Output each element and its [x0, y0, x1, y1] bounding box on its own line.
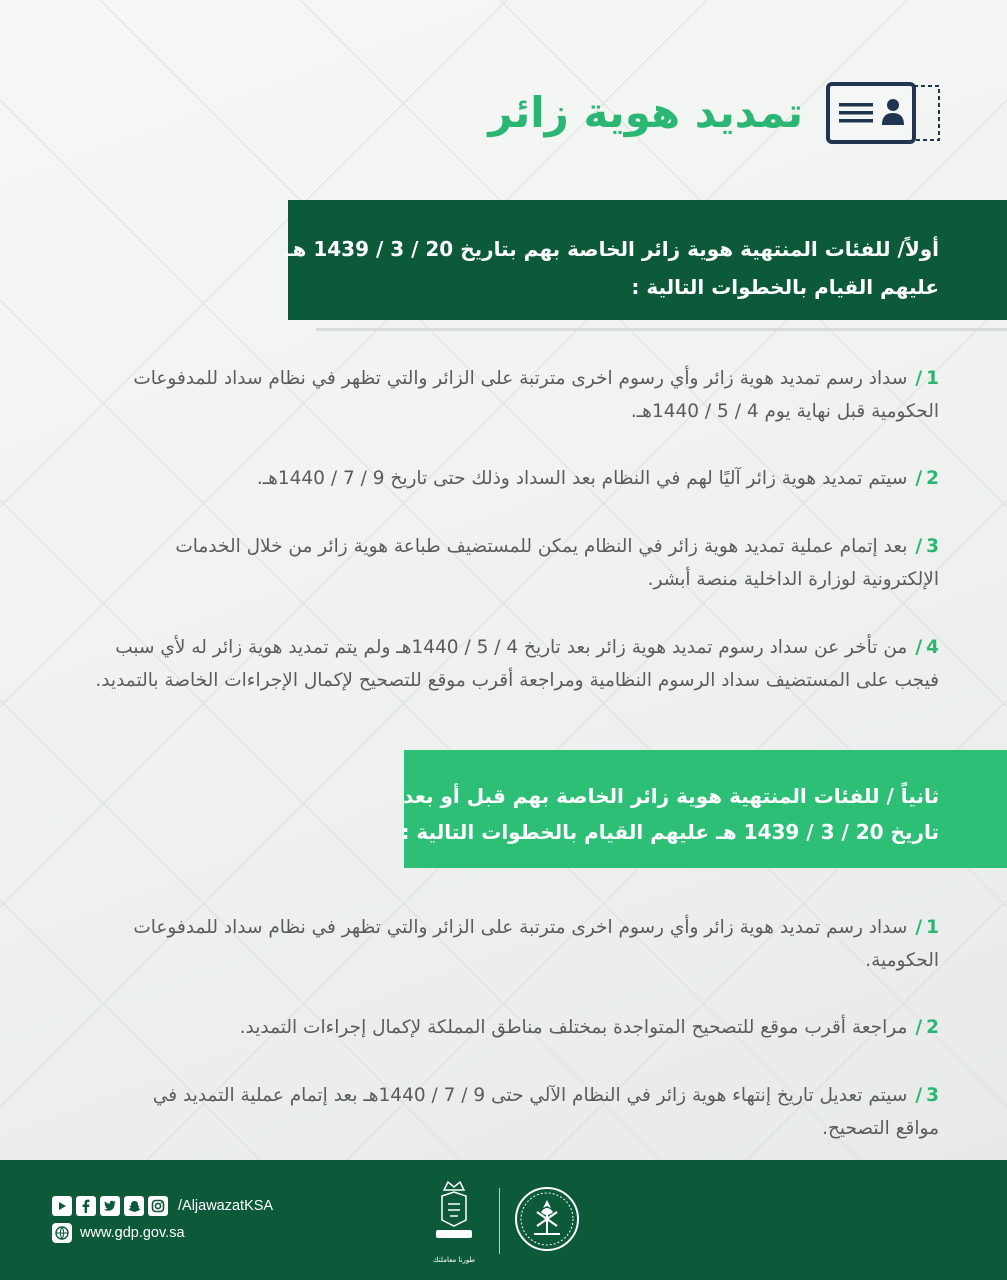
section-1-step-4	[95, 631, 939, 697]
step-text-line-2: الحكومية قبل نهاية يوم 4 / 5 / 1440هـ.	[630, 401, 939, 422]
crown-emblem-icon	[422, 1176, 486, 1248]
step-separator: /	[915, 536, 923, 557]
logo-caption: طورنا معاملتك	[432, 1256, 476, 1264]
step-text-line-2: الحكومية.	[865, 950, 939, 971]
page-title: تمديد هوية زائر	[488, 88, 803, 137]
section-2-step-1	[133, 911, 939, 977]
ministry-emblem-icon	[512, 1182, 582, 1256]
section-1-heading-line-2: عليهم القيام بالخطوات التالية :	[631, 275, 939, 299]
step-number: 3	[926, 1085, 939, 1106]
step-separator: /	[915, 917, 923, 938]
step-text-line-2: الإلكترونية لوزارة الداخلية منصة أبشر.	[647, 569, 939, 590]
step-separator: /	[915, 468, 923, 489]
step-text-line-2: مواقع التصحيح.	[822, 1118, 939, 1139]
step-number: 2	[926, 468, 939, 489]
section-2-step-2	[240, 1011, 939, 1044]
section-2-heading-line-2: تاريخ 20 / 3 / 1439 هـ عليهم القيام بالخطوات التالية :	[401, 820, 939, 844]
divider	[316, 328, 1007, 331]
step-number: 3	[926, 536, 939, 557]
section-1-heading-text: للفئات المنتهية هوية زائر الخاصة بهم بتاريخ 20 / 3 / 1439 هـ	[285, 237, 891, 261]
step-number: 1	[926, 368, 939, 389]
youtube-icon[interactable]	[52, 1196, 72, 1216]
step-text: مراجعة أقرب موقع للتصحيح المتواجدة بمختلف مناطق المملكة لإكمال إجراءات التمديد.	[239, 1017, 908, 1038]
section-2-heading-text: للفئات المنتهية هوية زائر الخاصة بهم قبل أو بعد	[403, 784, 880, 808]
step-number: 2	[926, 1017, 939, 1038]
section-1-step-3	[175, 530, 939, 596]
step-separator: /	[915, 1085, 923, 1106]
section-1-step-1	[133, 362, 939, 428]
facebook-icon[interactable]	[76, 1196, 96, 1216]
step-number: 1	[926, 917, 939, 938]
passports-logo	[422, 1176, 486, 1264]
section-1-heading	[285, 200, 1007, 320]
step-separator: /	[915, 1017, 923, 1038]
step-number: 4	[926, 637, 939, 658]
instagram-icon[interactable]	[148, 1196, 168, 1216]
social-handle[interactable]: /AljawazatKSA	[178, 1198, 274, 1214]
footer	[0, 1160, 1007, 1280]
website-url[interactable]: www.gdp.gov.sa	[80, 1225, 185, 1241]
step-text: بعد إتمام عملية تمديد هوية زائر في النظام يمكن للمستضيف طباعة هوية زائر من خلال الخدمات	[175, 536, 908, 557]
social-links	[52, 1196, 273, 1216]
section-1-step-2	[257, 462, 939, 495]
step-text: سداد رسم تمديد هوية زائر وأي رسوم اخرى مترتبة على الزائر والتي تظهر في نظام سداد للمدفوعات	[133, 917, 908, 938]
twitter-icon[interactable]	[100, 1196, 120, 1216]
step-text: سداد رسم تمديد هوية زائر وأي رسوم اخرى مترتبة على الزائر والتي تظهر في نظام سداد للمدفوعات	[133, 368, 908, 389]
step-text-line-2: فيجب على المستضيف سداد الرسوم النظامية ومراجعة أقرب موقع للتصحيح لإكمال الإجراءات الخاصة بالتمديد.	[95, 670, 939, 691]
step-separator: /	[915, 368, 923, 389]
step-text: سيتم تمديد هوية زائر آليًا لهم في النظام بعد السداد وذلك حتى تاريخ 9 / 7 / 1440هـ.	[256, 468, 908, 489]
section-2-label: ثانياً /	[886, 784, 939, 808]
section-2-heading	[401, 750, 1007, 868]
globe-icon	[52, 1223, 72, 1243]
section-1-label: أولاً/	[897, 237, 939, 261]
section-2-step-3	[153, 1079, 939, 1145]
website-link[interactable]	[52, 1223, 185, 1243]
logo-divider	[499, 1188, 500, 1254]
id-card-icon	[825, 81, 945, 145]
step-separator: /	[915, 637, 923, 658]
step-text: سيتم تعديل تاريخ إنتهاء هوية زائر في النظام الآلي حتى 9 / 7 / 1440هـ بعد إتمام عملية التمديد في	[152, 1085, 908, 1106]
page-header	[488, 80, 945, 146]
step-text: من تأخر عن سداد رسوم تمديد هوية زائر بعد تاريخ 4 / 5 / 1440هـ ولم يتم تمديد هوية زائر له لأي سبب	[115, 637, 908, 658]
snapchat-icon[interactable]	[124, 1196, 144, 1216]
